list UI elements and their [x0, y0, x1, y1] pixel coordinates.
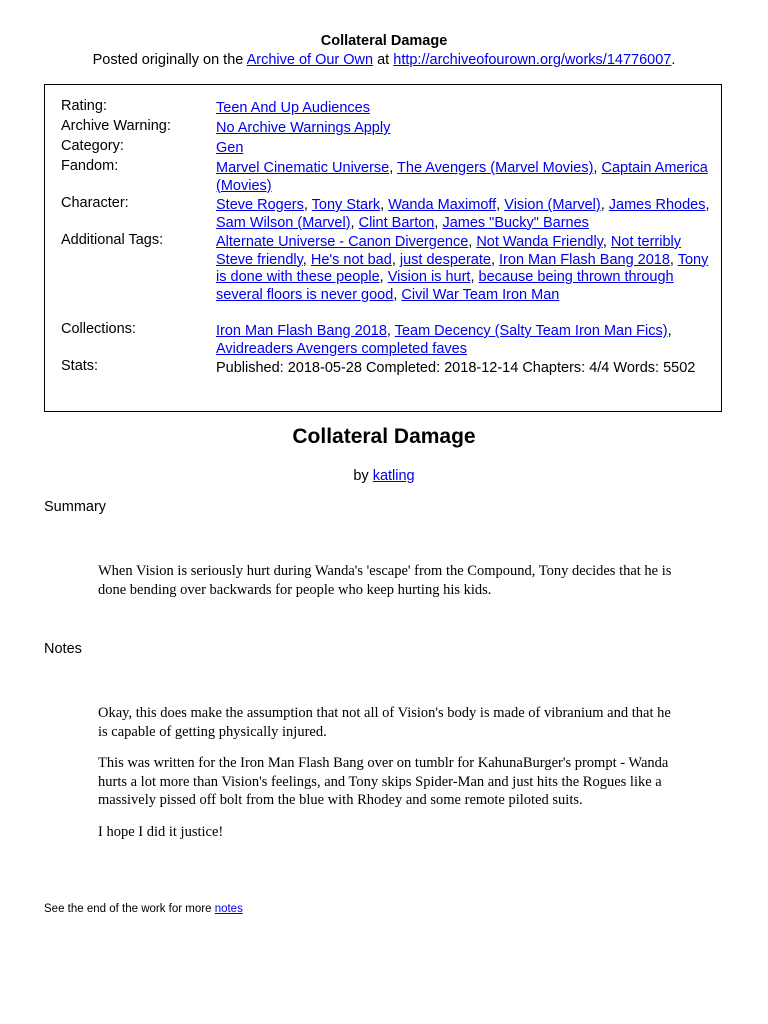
tags-value: Alternate Universe - Canon Divergence, Not Wanda Friendly, Not terribly Steve friendly, He's not bad, just desperate, Iron Man Flash Bang 2018, Tony is done with these people, Vision is hurt, because being thrown through several floors is never good, Civil War Team Iron Man: [216, 234, 709, 303]
posted-middle: at: [373, 52, 394, 68]
category-value: [216, 140, 711, 158]
fandom-link[interactable]: Marvel Cinematic Universe: [216, 160, 390, 176]
stats-label: Stats:: [61, 358, 99, 374]
rating-label: Rating:: [61, 98, 107, 114]
tag-link[interactable]: Tony is done with these people: [216, 251, 709, 285]
fandom-value: Marvel Cinematic Universe, The Avengers (Marvel Movies), Captain America (Movies): [216, 160, 708, 194]
character-link[interactable]: James Rhodes: [608, 197, 706, 213]
character-link[interactable]: Wanda Maximoff: [388, 197, 497, 213]
fandom-link[interactable]: The Avengers (Marvel Movies): [397, 160, 594, 176]
tag-link[interactable]: Iron Man Flash Bang 2018: [499, 251, 670, 268]
notes-paragraph: Okay, this does make the assumption that not all of Vision's body is made of vibranium and that he is capable of getting physically injured.: [98, 705, 671, 740]
category-label: Category:: [61, 138, 124, 154]
metadata-box: [44, 84, 722, 412]
author-link[interactable]: katling: [372, 468, 415, 484]
tags-label: Additional Tags:: [61, 232, 164, 248]
warning-link[interactable]: No Archive Warnings Apply: [216, 120, 391, 136]
notes-paragraph: I hope I did it justice!: [98, 823, 224, 840]
notes-heading: Notes: [44, 641, 82, 657]
summary-paragraph: When Vision is seriously hurt during Wanda's 'escape' from the Compound, Tony decides that he is done bending over backwards for people who keep hurting his kids.: [98, 563, 672, 598]
tag-link[interactable]: Not terribly Steve friendly: [216, 234, 682, 268]
warning-value: [216, 120, 711, 138]
rating-link[interactable]: Teen And Up Audiences: [216, 100, 370, 116]
character-label: Character:: [61, 195, 129, 211]
tag-link[interactable]: He's not bad: [310, 251, 392, 268]
fandom-link[interactable]: Captain America (Movies): [216, 160, 708, 194]
posted-prefix: Posted originally on the: [92, 52, 247, 68]
tag-link[interactable]: just desperate: [399, 251, 491, 268]
stats-value: Published: 2018-05-28 Completed: 2018-12-14 Chapters: 4/4 Words: 5502: [216, 360, 696, 376]
collection-link[interactable]: Avidreaders Avengers completed faves: [216, 340, 467, 357]
category-link[interactable]: Gen: [216, 140, 244, 156]
character-link[interactable]: Vision (Marvel): [504, 197, 601, 213]
end-notes-link[interactable]: notes: [214, 903, 243, 915]
archive-link[interactable]: Archive of Our Own: [246, 52, 374, 68]
tag-link[interactable]: Civil War Team Iron Man: [401, 286, 560, 303]
warning-label: Archive Warning:: [61, 118, 171, 134]
tag-link[interactable]: Not Wanda Friendly: [476, 234, 603, 250]
rating-value: [216, 100, 711, 118]
notes-text: [98, 704, 676, 854]
character-link[interactable]: Clint Barton: [358, 214, 435, 231]
posted-line: [0, 51, 768, 70]
character-value: Steve Rogers, Tony Stark, Wanda Maximoff, Vision (Marvel), James Rhodes, Sam Wilson (Marvel), Clint Barton, James "Bucky" Barnes: [216, 197, 710, 231]
document-header: [0, 32, 768, 70]
tag-link[interactable]: Vision is hurt: [387, 269, 471, 285]
work-title: Collateral Damage: [292, 425, 476, 448]
summary-heading: Summary: [44, 499, 107, 515]
document-title: Collateral Damage: [320, 33, 448, 49]
collection-link[interactable]: Team Decency (Salty Team Iron Man Fics): [394, 323, 668, 339]
end-note: [44, 903, 243, 915]
work-url-link[interactable]: http://archiveofourown.org/works/14776007: [393, 52, 672, 68]
tag-link[interactable]: because being thrown through several floors is never good: [216, 269, 674, 303]
collections-label: Collections:: [61, 321, 136, 337]
character-link[interactable]: James "Bucky" Barnes: [442, 214, 589, 231]
posted-suffix: .: [671, 52, 676, 68]
character-link[interactable]: Tony Stark: [311, 197, 381, 213]
end-note-prefix: See the end of the work for more: [44, 903, 215, 915]
byline-prefix: by: [353, 468, 373, 484]
collections-value: Iron Man Flash Bang 2018, Team Decency (Salty Team Iron Man Fics), Avidreaders Avengers completed faves: [216, 323, 672, 357]
notes-paragraph: This was written for the Iron Man Flash Bang over on tumblr for KahunaBurger's prompt - Wanda hurts a lot more than Vision's feelings, and Tony skips Spider-Man and just hits the Rogues like a massively pissed off bolt from the blue with Rhodey and some remote piloted suits.: [98, 755, 669, 808]
tag-link[interactable]: Alternate Universe - Canon Divergence: [216, 234, 469, 250]
fandom-label: Fandom:: [61, 158, 119, 174]
collection-link[interactable]: Iron Man Flash Bang 2018: [216, 323, 387, 339]
summary-text: [98, 562, 676, 612]
character-link[interactable]: Sam Wilson (Marvel): [216, 214, 351, 231]
byline: [0, 468, 768, 484]
character-link[interactable]: Steve Rogers: [216, 197, 304, 213]
